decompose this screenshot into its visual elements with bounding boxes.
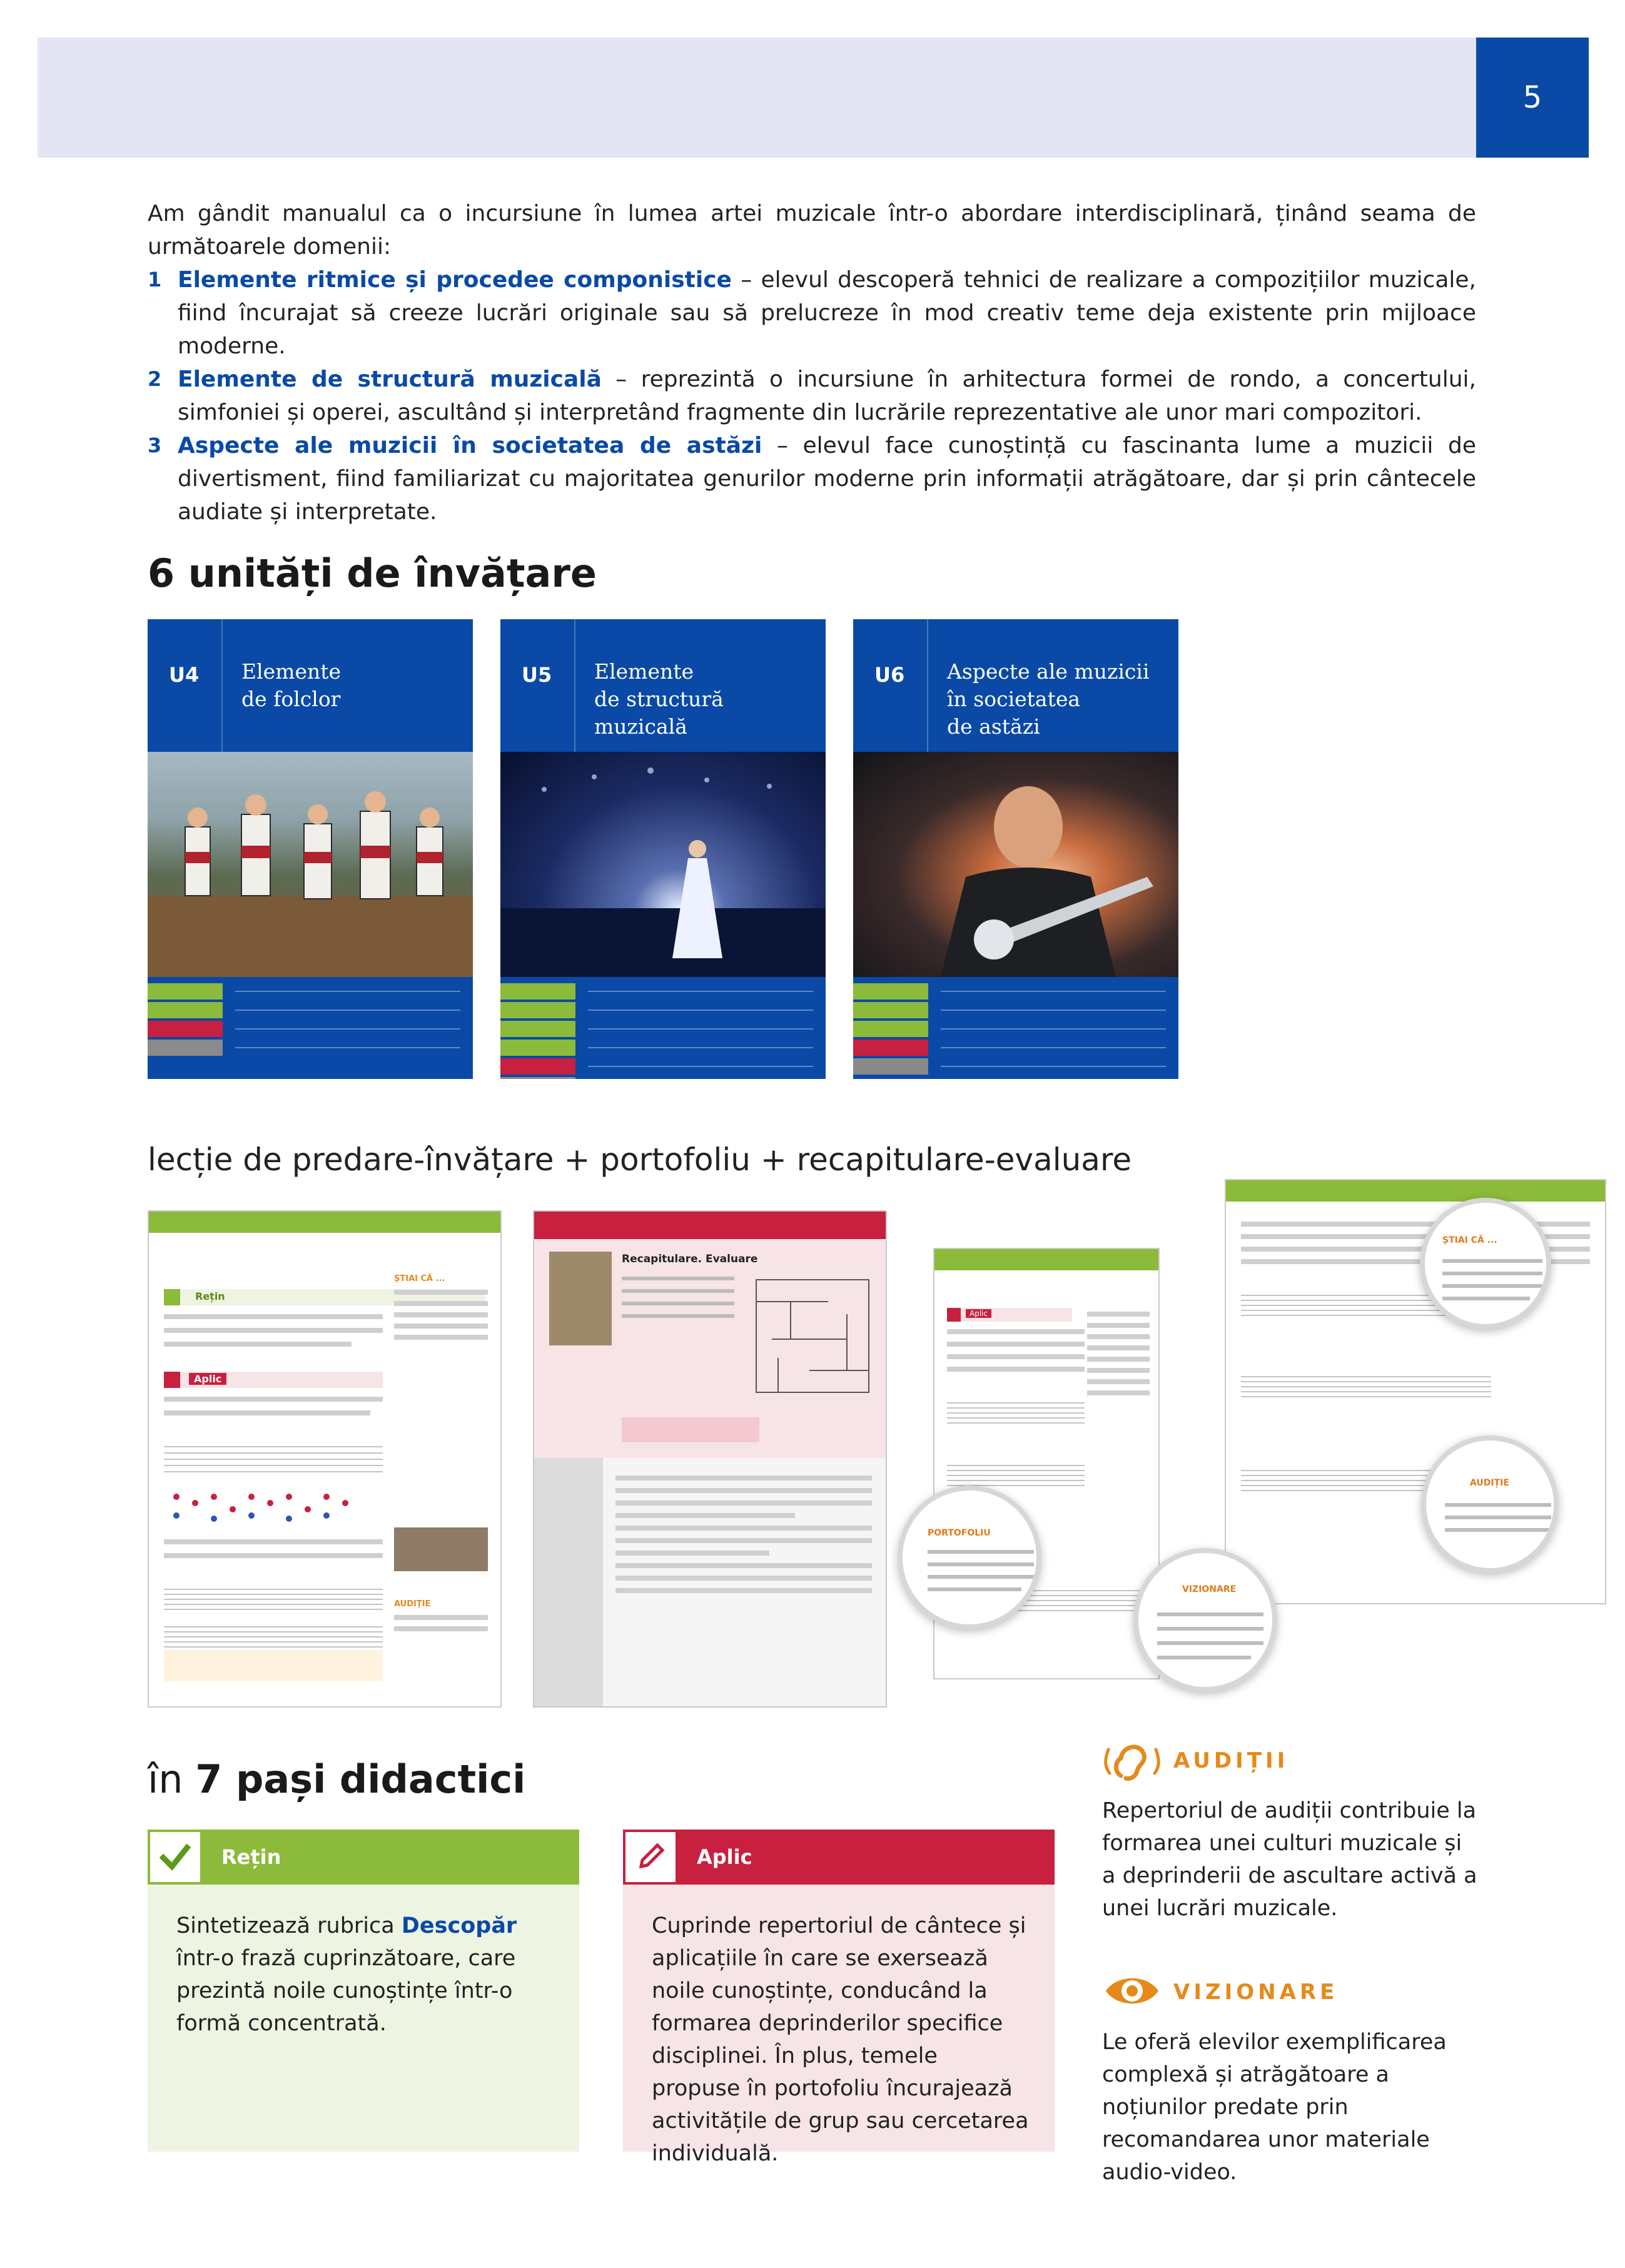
unit-photo-orchestra	[500, 752, 826, 977]
unit-card-u4	[148, 619, 473, 1079]
domain-item	[148, 363, 1476, 429]
unit-code: U6	[874, 663, 905, 687]
thumb-auditie-label: AUDIȚIE	[394, 1599, 431, 1609]
units-heading: 6 unități de învățare	[148, 550, 597, 596]
unit-code: U5	[522, 663, 552, 687]
zoom-portofoliu: PORTOFOLIU	[898, 1486, 1041, 1629]
aplic-card-text: Cuprinde repertoriul de cântece și aplicațiile în care se exersează noile cunoștințe, conducând la formarea deprinderilor specifice disciplinei. În plus, temele propuse în portofoliu încurajează activitățile de grup sau cercetarea individuală.	[652, 1913, 1029, 2166]
vizionare-section	[1102, 1967, 1477, 2189]
eye-icon	[1102, 1969, 1162, 2015]
zoom-stiati-ca: ȘTIAI CĂ ...	[1420, 1198, 1551, 1329]
domain-title: Elemente ritmice și procedee componistice	[178, 267, 732, 293]
lesson-page-thumbnail	[148, 1210, 502, 1708]
unit-card-u6	[853, 619, 1178, 1079]
steps-heading: în 7 pași didactici	[148, 1756, 526, 1802]
page-number: 5	[1476, 38, 1589, 158]
thumb-stiati-label: ȘTIAI CĂ ...	[394, 1274, 445, 1283]
header-band	[38, 38, 1476, 158]
unit-photo-rock-guitarist	[853, 752, 1178, 977]
ear-icon	[1102, 1734, 1162, 1787]
recap-page-thumbnail	[533, 1210, 887, 1708]
unit-title: Elemente de folclor	[241, 659, 342, 711]
domain-text: – reprezintă o incursiune în arhitectura formei de rondo, a concertului, simfoniei și operei, ascultând și interpretând fragmente din lucrările reprezentative ale unor mari compozitori.	[178, 367, 1476, 425]
domain-number: 3	[148, 433, 162, 457]
domain-text: – elevul descoperă tehnici de realizare a compozițiilor muzicale, fiind încurajat să creeze lucrări originale sau să prelucreze în mod creativ teme deja existente prin mijloace moderne.	[178, 267, 1476, 359]
intro-lead: Am gândit manualul ca o incursiune în lumea artei muzicale într-o abordare interdisciplinară, ținând seama de următoarele domenii:	[148, 201, 1476, 260]
aplic-card-label: Aplic	[697, 1845, 752, 1869]
unit-code: U4	[169, 663, 200, 687]
domain-title: Elemente de structură muzicală	[178, 367, 602, 392]
domain-title: Aspecte ale muzicii în societatea de astăzi	[178, 433, 762, 458]
retin-card-label: Rețin	[221, 1845, 281, 1869]
domain-number: 1	[148, 268, 162, 291]
domain-list	[148, 263, 1476, 529]
domain-text: – elevul face cunoștință cu fascinanta lume a muzicii de divertisment, fiind familiarizat cu majoritatea genurilor moderne prin informații atrăgătoare, dar și prin cântecele audiate și interpretate.	[178, 433, 1476, 525]
vizionare-label: VIZIONARE	[1173, 1980, 1339, 2005]
auditii-label: AUDIȚII	[1173, 1748, 1289, 1773]
unit-title: Elemente de structură muzicală	[594, 659, 724, 739]
domain-item	[148, 429, 1476, 529]
retin-card-text: Sintetizează rubrica Descopăr într-o frază cuprinzătoare, care prezintă noile cunoștințe într-o formă concentrată.	[176, 1913, 517, 2036]
domain-item	[148, 263, 1476, 363]
thumb-recap-title: Recapitulare. Evaluare	[622, 1253, 758, 1265]
checkmark-icon	[148, 1830, 203, 1885]
lesson-structure-subtitle: lecție de predare-învățare + portofoliu + recapitulare-evaluare	[148, 1142, 1132, 1178]
auditii-text: Repertoriul de audiții contribuie la formarea unei culturi muzicale și a deprinderii de ascultare activă a unei lucrări muzicale.	[1102, 1798, 1477, 1921]
thumb-spread-aplic: Aplic	[966, 1309, 991, 1318]
unit-photo-folk-dancers	[148, 752, 473, 977]
zoom-auditie: AUDIȚIE	[1421, 1435, 1559, 1573]
spread-page-back-thumbnail	[1225, 1179, 1606, 1604]
vizionare-text: Le oferă elevilor exemplificarea complexă și atrăgătoare a noțiunilor predate prin recomandarea unor materiale audio-video.	[1102, 2030, 1447, 2185]
pencil-icon	[623, 1830, 678, 1885]
intro-section	[148, 197, 1476, 529]
auditii-section	[1102, 1736, 1477, 1925]
thumb-aplic-label: Aplic	[189, 1373, 226, 1385]
thumb-retin-label: Rețin	[195, 1290, 225, 1302]
unit-card-u5	[500, 619, 826, 1079]
domain-number: 2	[148, 367, 162, 391]
aplic-card	[623, 1830, 1055, 2166]
unit-title: Aspecte ale muzicii în societatea de astăzi	[947, 659, 1150, 739]
retin-card	[148, 1830, 579, 2152]
zoom-vizionare: VIZIONARE	[1133, 1548, 1277, 1692]
